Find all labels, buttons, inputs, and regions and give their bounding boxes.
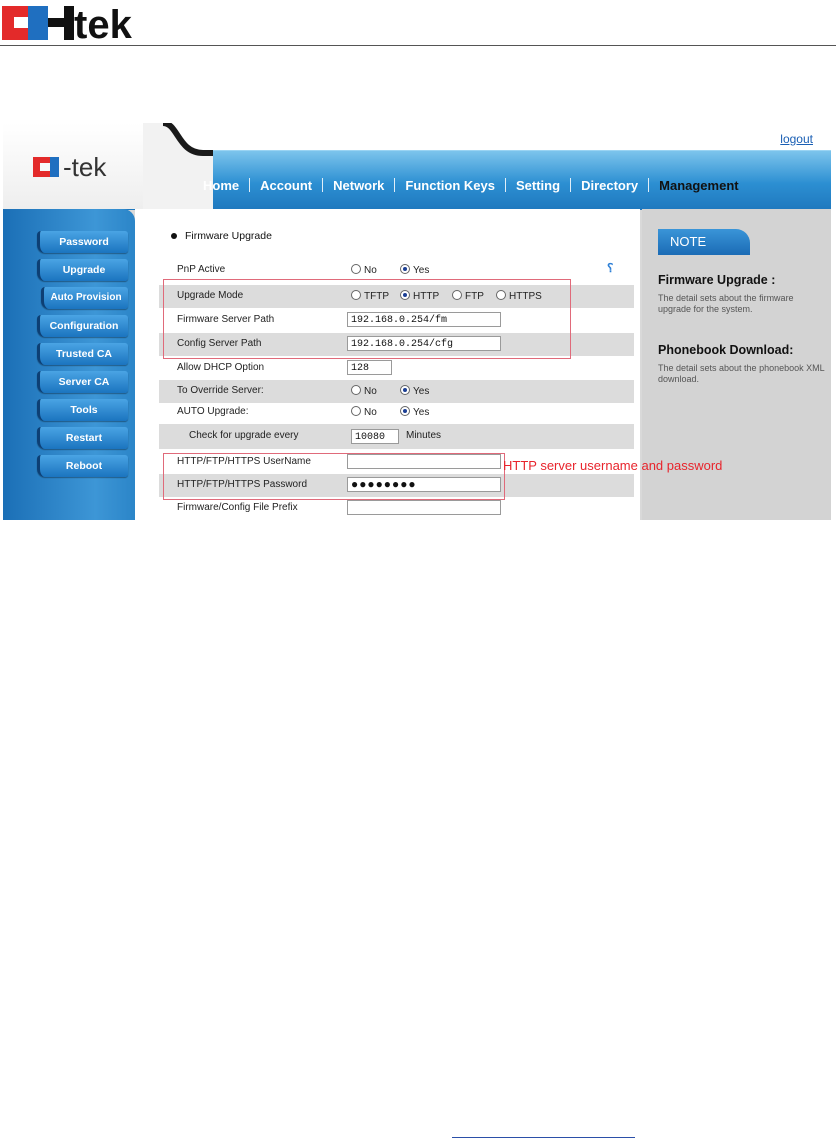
footer-link-underline <box>452 1137 635 1138</box>
nav-directory[interactable]: Directory <box>581 177 639 193</box>
row-file-prefix <box>159 497 634 520</box>
app-logo <box>33 153 145 179</box>
check-interval-input[interactable]: 10080 <box>351 429 399 444</box>
sidebar-item-trusted-ca[interactable]: Trusted CA <box>37 343 128 365</box>
nav-management[interactable]: Management <box>659 177 739 193</box>
sidebar-item-auto-provision[interactable]: Auto Provision <box>41 287 128 309</box>
sidebar-item-tools[interactable]: Tools <box>37 399 128 421</box>
note-panel <box>642 209 831 520</box>
row-check-interval <box>159 424 634 449</box>
minutes-label: Minutes <box>406 430 442 441</box>
sidebar-item-restart[interactable]: Restart <box>37 427 128 449</box>
highlight-box-credentials <box>163 453 505 500</box>
sidebar-item-reboot[interactable]: Reboot <box>37 455 128 477</box>
prefix-label: Firmware/Config File Prefix <box>177 502 298 513</box>
pnp-yes-radio[interactable]: Yes <box>400 264 429 276</box>
firmware-server-path-input[interactable]: 192.168.0.254/fm <box>347 312 501 327</box>
pnp-label: PnP Active <box>177 264 226 275</box>
note-text-phonebook: The detail sets about the phonebook XML download. <box>658 363 825 384</box>
app-header <box>3 123 831 209</box>
row-override-server <box>159 380 634 403</box>
pnp-no-radio[interactable]: No <box>351 264 377 276</box>
nav-network[interactable]: Network <box>333 177 385 193</box>
dhcp-label: Allow DHCP Option <box>177 362 265 373</box>
note-heading-firmware: Firmware Upgrade : <box>658 273 776 287</box>
fw-path-label: Firmware Server Path <box>177 314 275 325</box>
password-label: HTTP/FTP/HTTPS Password <box>177 479 308 490</box>
svg-text:-tek: -tek <box>63 153 107 179</box>
bullet-icon <box>171 233 177 239</box>
auto-no-radio[interactable]: No <box>351 406 377 418</box>
mode-tftp-radio[interactable]: TFTP <box>351 290 389 302</box>
file-prefix-input[interactable] <box>347 500 501 515</box>
nav-function-keys[interactable]: Function Keys <box>405 177 495 193</box>
section-title: Firmware Upgrade <box>185 230 272 242</box>
override-no-radio[interactable]: No <box>351 385 377 397</box>
nav-home[interactable]: Home <box>203 177 240 193</box>
help-icon[interactable]: ⸮ <box>607 261 614 275</box>
override-yes-radio[interactable]: Yes <box>400 385 429 397</box>
sidebar-item-upgrade[interactable]: Upgrade <box>37 259 128 281</box>
cfg-path-label: Config Server Path <box>177 338 262 349</box>
auto-upgrade-label: AUTO Upgrade: <box>177 406 249 417</box>
password-input[interactable]: ●●●●●●●● <box>347 477 501 492</box>
override-label: To Override Server: <box>177 385 264 396</box>
note-heading-phonebook: Phonebook Download: <box>658 343 794 357</box>
mode-http-radio[interactable]: HTTP <box>400 290 439 302</box>
auto-yes-radio[interactable]: Yes <box>400 406 429 418</box>
mode-ftp-radio[interactable]: FTP <box>452 290 484 302</box>
upgrade-mode-label: Upgrade Mode <box>177 290 244 301</box>
username-label: HTTP/FTP/HTTPS UserName <box>177 456 311 467</box>
row-auto-upgrade <box>159 401 634 424</box>
top-nav <box>193 174 749 196</box>
web-ui-screenshot <box>3 123 831 520</box>
dhcp-option-input[interactable]: 128 <box>347 360 392 375</box>
mode-https-radio[interactable]: HTTPS <box>496 290 542 302</box>
sidebar-item-server-ca[interactable]: Server CA <box>37 371 128 393</box>
row-dhcp-option <box>159 357 634 380</box>
sidebar-item-password[interactable]: Password <box>37 231 128 253</box>
htek-logo <box>2 4 186 42</box>
highlight-box-upgrade <box>163 279 571 359</box>
sidebar-item-configuration[interactable]: Configuration <box>37 315 128 337</box>
nav-account[interactable]: Account <box>260 177 313 193</box>
sidebar <box>3 209 135 520</box>
nav-setting[interactable]: Setting <box>516 177 561 193</box>
config-server-path-input[interactable]: 192.168.0.254/cfg <box>347 336 501 351</box>
svg-text:tek: tek <box>74 4 132 42</box>
check-label: Check for upgrade every <box>189 430 299 441</box>
main-panel <box>135 209 640 520</box>
logout-link[interactable]: logout <box>780 132 813 146</box>
annotation-label: HTTP server username and password <box>503 458 723 473</box>
note-tab: NOTE <box>658 229 750 255</box>
note-text-firmware: The detail sets about the firmware upgrade for the system. <box>658 293 794 314</box>
header-rule <box>0 45 836 46</box>
